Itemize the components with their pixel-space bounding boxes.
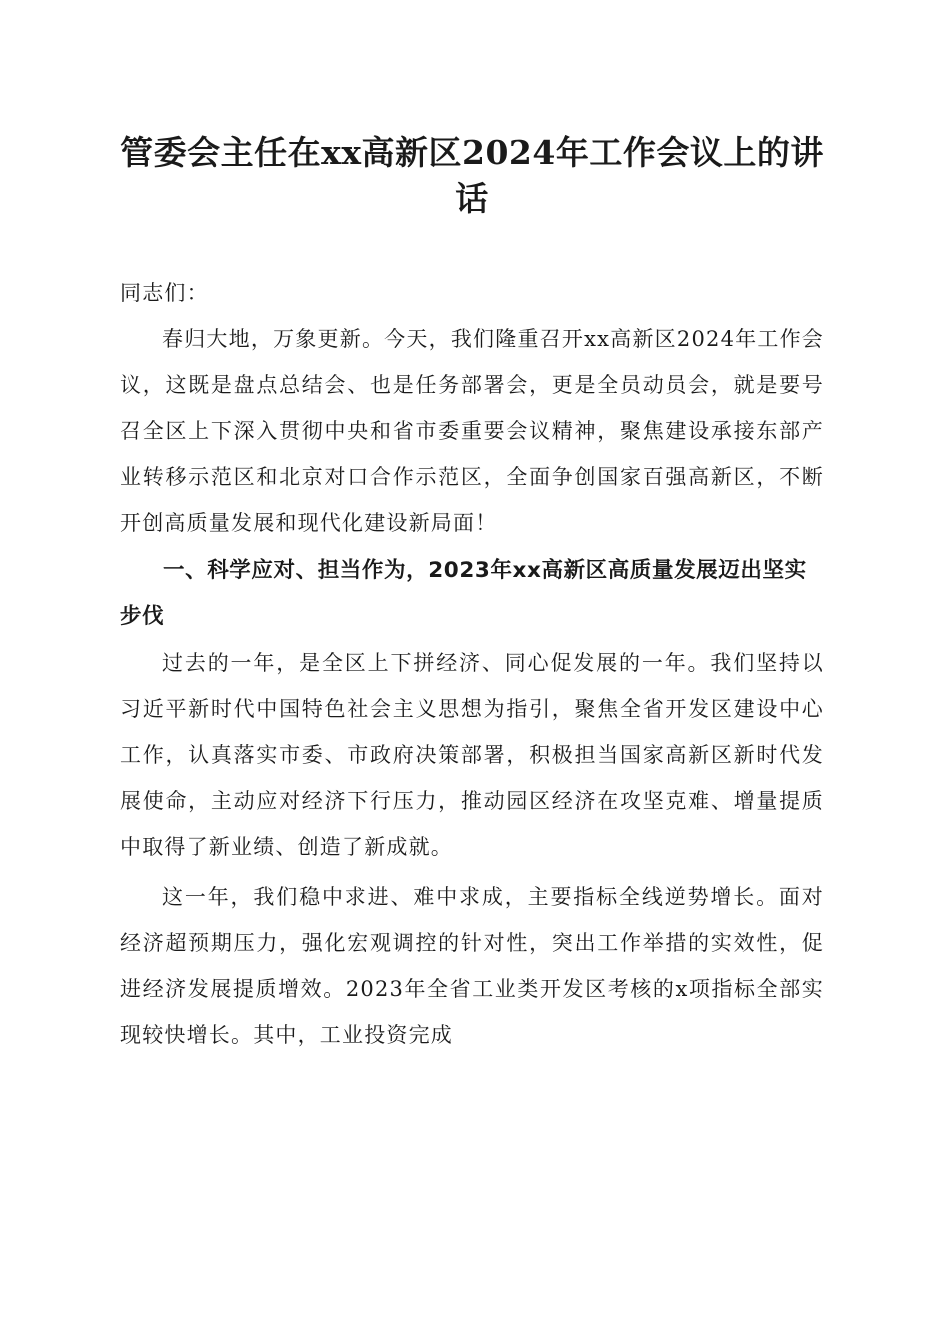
document-page bbox=[120, 130, 824, 1058]
section-heading: 一、科学应对、担当作为，2023年xx高新区高质量发展迈出坚实步伐 bbox=[120, 558, 807, 629]
section-paragraph-1: 过去的一年，是全区上下拼经济、同心促发展的一年。我们坚持以习近平新时代中国特色社会主义思想为指引，聚焦全省开发区建设中心工作，认真落实市委、市政府决策部署，积极担当国家高新区新时代发展使命，主动应对经济下行压力，推动园区经济在攻坚克难、增量提质中取得了新业绩、创造了新成就。 bbox=[120, 651, 824, 859]
section-paragraph-2: 这一年，我们稳中求进、难中求成，主要指标全线逆势增长。面对经济超预期压力，强化宏观调控的针对性，突出工作举措的实效性，促进经济发展提质增效。2023年全省工业类开发区考核的x项指标全部实现较快增长。其中，工业投资完成 bbox=[120, 885, 824, 1047]
salutation: 同志们： bbox=[120, 281, 209, 305]
opening-paragraph: 春归大地，万象更新。今天，我们隆重召开xx高新区2024年工作会议，这既是盘点总结会、也是任务部署会，更是全员动员会，就是要号召全区上下深入贯彻中央和省市委重要会议精神，聚焦建设承接东部产业转移示范区和北京对口合作示范区，全面争创国家百强高新区，不断开创高质量发展和现代化建设新局面！ bbox=[120, 327, 824, 535]
document-title: 管委会主任在xx高新区2024年工作会议上的讲话 bbox=[120, 133, 824, 218]
